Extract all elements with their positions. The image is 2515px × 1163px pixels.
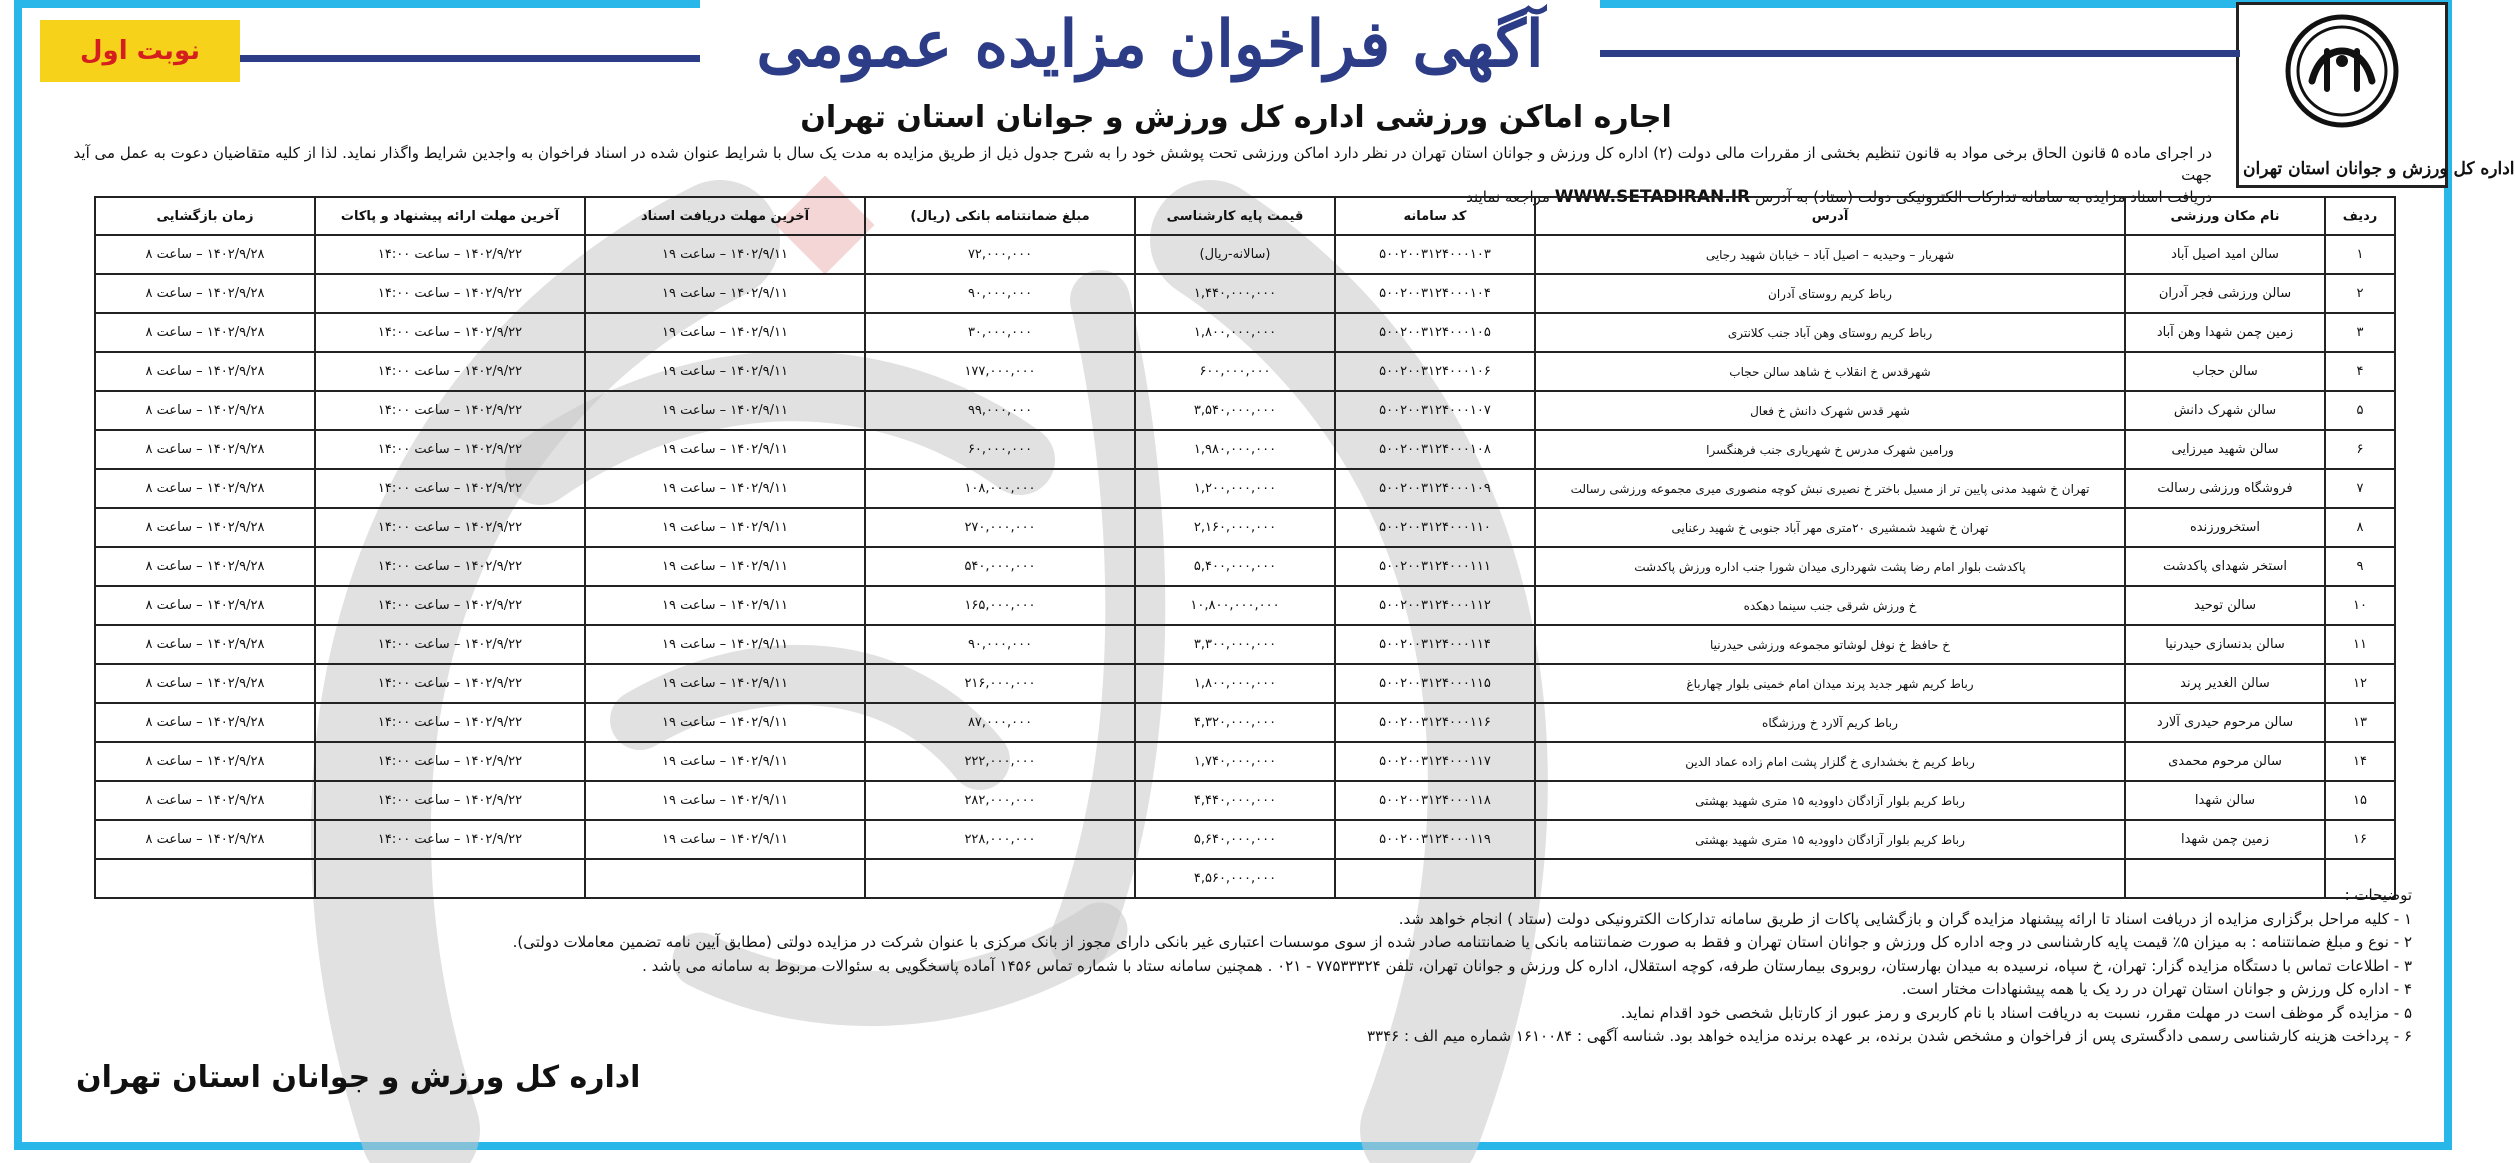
table-cell: سالن شهدا [2125,781,2325,820]
table-row [95,547,2395,586]
table-cell: ۱۴۰۲/۹/۱۱ – ساعت ۱۹ [585,703,865,742]
table-cell: ۴,۳۲۰,۰۰۰,۰۰۰ [1135,703,1335,742]
table-cell: ۲۲۲,۰۰۰,۰۰۰ [865,742,1135,781]
table-row [95,820,2395,859]
table-cell: ۱۴۰۲/۹/۱۱ – ساعت ۱۹ [585,781,865,820]
column-header: آخرین مهلت دریافت اسناد [585,197,865,235]
table-cell: ۱,۸۰۰,۰۰۰,۰۰۰ [1135,313,1335,352]
edition-badge: نوبت اول [40,20,240,82]
table-cell: ۱۶۵,۰۰۰,۰۰۰ [865,586,1135,625]
table-cell: ۱۴۰۲/۹/۲۲ – ساعت ۱۴:۰۰ [315,352,585,391]
table-cell: ۱۴۰۲/۹/۲۲ – ساعت ۱۴:۰۰ [315,313,585,352]
table-row [95,430,2395,469]
table-cell: ۵۰۰۲۰۰۳۱۲۴۰۰۰۱۰۷ [1335,391,1535,430]
note-item: ۵ - مزایده گر موظف است در مهلت مقرر، نسبت به دریافت اسناد با نام کاربری و رمز عبور از کارتابل شخصی خود اقدام نماید. [1620,1003,2412,1022]
table-cell: زمین چمن شهدا وهن آباد [2125,313,2325,352]
table-cell: ۵۰۰۲۰۰۳۱۲۴۰۰۰۱۰۳ [1335,235,1535,274]
table-row [95,742,2395,781]
table-header-row [95,197,2395,235]
table-cell: ۱۴۰۲/۹/۲۸ – ساعت ۸ [95,430,315,469]
table-cell: ۱۴۰۲/۹/۲۲ – ساعت ۱۴:۰۰ [315,547,585,586]
table-cell: ۴,۴۴۰,۰۰۰,۰۰۰ [1135,781,1335,820]
column-header: مبلغ ضمانتنامه بانکی (ریال) [865,197,1135,235]
table-cell: ۱۴۰۲/۹/۲۲ – ساعت ۱۴:۰۰ [315,586,585,625]
table-cell: ۱۱ [2325,625,2395,664]
table-cell: ۱۴۰۲/۹/۱۱ – ساعت ۱۹ [585,391,865,430]
table-cell: ۱۴۰۲/۹/۲۸ – ساعت ۸ [95,703,315,742]
auction-table [94,196,2396,899]
table-cell: ۱,۹۸۰,۰۰۰,۰۰۰ [1135,430,1335,469]
table-cell: ۵۴۰,۰۰۰,۰۰۰ [865,547,1135,586]
note-item: ۶ - پرداخت هزینه کارشناسی رسمی دادگستری پس از فراخوان و مشخص شدن برنده، بر عهده برنده مزایده خواهد بود. شناسه آگهی : ۱۶۱۰۰۸۴ شماره میم الف : ۳۳۴۶ [1366,1027,2412,1045]
table-cell: فروشگاه ورزشی رسالت [2125,469,2325,508]
table-cell: شهریار – وحیدیه – اصیل آباد – خیابان شهید رجایی [1535,235,2125,274]
table-cell: ۵۰۰۲۰۰۳۱۲۴۰۰۰۱۱۴ [1335,625,1535,664]
table-cell: ۱ [2325,235,2395,274]
table-cell: ۱۴۰۲/۹/۲۲ – ساعت ۱۴:۰۰ [315,781,585,820]
column-header: قیمت پایه کارشناسی [1135,197,1335,235]
table-cell: رباط کریم شهر جدید پرند میدان امام خمینی بلوار چهارباغ [1535,664,2125,703]
table-cell: ۱۴۰۲/۹/۲۲ – ساعت ۱۴:۰۰ [315,469,585,508]
table-row [95,625,2395,664]
table-cell: ۱۴۰۲/۹/۲۸ – ساعت ۸ [95,508,315,547]
table-cell: ۱۴۰۲/۹/۲۲ – ساعت ۱۴:۰۰ [315,391,585,430]
table-cell: ۱۰,۸۰۰,۰۰۰,۰۰۰ [1135,586,1335,625]
table-cell: رباط کریم خ بخشداری خ گلزار پشت امام زاده عماد الدین [1535,742,2125,781]
table-cell: ۵۰۰۲۰۰۳۱۲۴۰۰۰۱۱۷ [1335,742,1535,781]
note-item: ۲ - نوع و مبلغ ضمانتنامه : به میزان ۵٪ قیمت پایه کارشناسی در وجه اداره کل ورزش و جوانان استان تهران و فقط به صورت ضمانتنامه بانکی یا ضمانتنامه صادر شده از سوی موسسات اعتباری غیر بانکی دارای مجوز از بانک مرکزی با عنوان شرکت در مزایده دولتی (مطابق آیین نامه تضمین معاملات دولتی). [512,933,2412,951]
table-cell: ۱۴۰۲/۹/۱۱ – ساعت ۱۹ [585,352,865,391]
column-header: ردیف [2325,197,2395,235]
table-cell: سالن مرحوم محمدی [2125,742,2325,781]
table-cell: ۹۰,۰۰۰,۰۰۰ [865,274,1135,313]
total-value: ۴,۵۶۰,۰۰۰,۰۰۰ [1135,859,1335,898]
table-row [95,391,2395,430]
table-cell: ۱۶ [2325,820,2395,859]
table-cell: ۳ [2325,313,2395,352]
table-cell: ۱۴۰۲/۹/۲۸ – ساعت ۸ [95,352,315,391]
table-cell: سالن ورزشی فجر آدران [2125,274,2325,313]
table-cell: شهر قدس شهرک دانش خ فعال [1535,391,2125,430]
table-cell: سالن توحید [2125,586,2325,625]
table-cell: ۱۴۰۲/۹/۲۸ – ساعت ۸ [95,313,315,352]
table-cell: تهران خ شهید مدنی پایین تر از مسیل باختر خ نصیری نبش کوچه منصوری میری مجموعه ورزشی رسالت [1535,469,2125,508]
column-header: آخرین مهلت ارائه پیشنهاد و پاکات [315,197,585,235]
table-cell: رباط کریم بلوار آزادگان داوودیه ۱۵ متری شهید بهشتی [1535,820,2125,859]
table-cell: ۶ [2325,430,2395,469]
organization-logo [2236,2,2515,188]
table-cell: ۹۰,۰۰۰,۰۰۰ [865,625,1135,664]
table-cell: ۲,۱۶۰,۰۰۰,۰۰۰ [1135,508,1335,547]
table-cell: ۵۰۰۲۰۰۳۱۲۴۰۰۰۱۰۶ [1335,352,1535,391]
table-cell: ۵۰۰۲۰۰۳۱۲۴۰۰۰۱۰۵ [1335,313,1535,352]
table-cell: ۱۴۰۲/۹/۲۲ – ساعت ۱۴:۰۰ [315,508,585,547]
table-cell: تهران خ شهید شمشیری ۲۰متری مهر آباد جنوبی خ شهید رعنایی [1535,508,2125,547]
table-cell: پاکدشت بلوار امام رضا پشت شهرداری میدان شورا جنب اداره ورزش پاکدشت [1535,547,2125,586]
table-cell: ۵ [2325,391,2395,430]
table-cell: رباط کریم آلارد خ ورزشگاه [1535,703,2125,742]
table-cell: استخرورزنده [2125,508,2325,547]
table-cell: ۱۴۰۲/۹/۲۲ – ساعت ۱۴:۰۰ [315,664,585,703]
table-cell: ۸۷,۰۰۰,۰۰۰ [865,703,1135,742]
table-cell: ۵۰۰۲۰۰۳۱۲۴۰۰۰۱۰۹ [1335,469,1535,508]
table-cell: ۳,۳۰۰,۰۰۰,۰۰۰ [1135,625,1335,664]
table-cell: ۱۴۰۲/۹/۲۲ – ساعت ۱۴:۰۰ [315,742,585,781]
setadiran-link[interactable]: WWW.SETADIRAN.IR [1554,187,1751,207]
table-cell: رباط کریم روستای آدران [1535,274,2125,313]
table-cell: ۱۰ [2325,586,2395,625]
table-cell: ۵۰۰۲۰۰۳۱۲۴۰۰۰۱۰۴ [1335,274,1535,313]
table-cell: ۷۲,۰۰۰,۰۰۰ [865,235,1135,274]
table-cell: ۵۰۰۲۰۰۳۱۲۴۰۰۰۱۰۸ [1335,430,1535,469]
table-row [95,781,2395,820]
table-row [95,508,2395,547]
table-cell: ۱۴۰۲/۹/۲۲ – ساعت ۱۴:۰۰ [315,235,585,274]
table-cell: ۱۴۰۲/۹/۲۸ – ساعت ۸ [95,586,315,625]
table-cell: ۱۴۰۲/۹/۲۸ – ساعت ۸ [95,781,315,820]
column-header: آدرس [1535,197,2125,235]
table-cell: ۲۷۰,۰۰۰,۰۰۰ [865,508,1135,547]
page-title: آگهی فراخوان مزایده عمومی [700,0,1600,90]
table-cell: ۱۴ [2325,742,2395,781]
table-cell: شهرقدس خ انقلاب خ شاهد سالن حجاب [1535,352,2125,391]
table-cell: ۱۴۰۲/۹/۱۱ – ساعت ۱۹ [585,313,865,352]
table-cell: ۱۴۰۲/۹/۱۱ – ساعت ۱۹ [585,508,865,547]
table-cell: ۱۴۰۲/۹/۲۲ – ساعت ۱۴:۰۰ [315,274,585,313]
table-cell: ۱۴۰۲/۹/۱۱ – ساعت ۱۹ [585,235,865,274]
note-item: ۳ - اطلاعات تماس با دستگاه مزایده گزار: تهران، خ سپاه، نرسیده به میدان بهارستان، روبروی بیمارستان طرفه، کوچه استقلال، اداره کل ورزش و جوانان تهران، تلفن ۷۷۵۳۳۳۲۴ - ۰۲۱ . همچنین سامانه ستاد با شماره تماس ۱۴۵۶ آماده پاسخگویی به سئوالات مربوط به سامانه می باشد . [642,956,2412,975]
table-cell: ۱۴۰۲/۹/۱۱ – ساعت ۱۹ [585,664,865,703]
table-cell: ۶۰۰,۰۰۰,۰۰۰ [1135,352,1335,391]
table-cell: ۲۸۲,۰۰۰,۰۰۰ [865,781,1135,820]
tehran-emblem-icon [2282,11,2402,131]
table-cell: ۲۲۸,۰۰۰,۰۰۰ [865,820,1135,859]
table-cell: سالن حجاب [2125,352,2325,391]
table-cell: ۵۰۰۲۰۰۳۱۲۴۰۰۰۱۱۸ [1335,781,1535,820]
table-cell: ۱۴۰۲/۹/۲۲ – ساعت ۱۴:۰۰ [315,625,585,664]
table-cell: ۹۹,۰۰۰,۰۰۰ [865,391,1135,430]
footer-signature: اداره کل ورزش و جوانان استان تهران [76,1060,641,1095]
table-cell: ۱۴۰۲/۹/۲۸ – ساعت ۸ [95,664,315,703]
table-cell: ۱,۴۴۰,۰۰۰,۰۰۰ [1135,274,1335,313]
table-cell: سالن بدنسازی حیدرنیا [2125,625,2325,664]
column-header: کد سامانه [1335,197,1535,235]
column-header: نام مکان ورزشی [2125,197,2325,235]
table-row [95,469,2395,508]
table-cell: ۱۴۰۲/۹/۱۱ – ساعت ۱۹ [585,547,865,586]
table-cell: زمین چمن شهدا [2125,820,2325,859]
table-cell: خ حافظ خ نوفل لوشاتو مجموعه ورزشی حیدرنیا [1535,625,2125,664]
table-cell: ۱۴۰۲/۹/۱۱ – ساعت ۱۹ [585,430,865,469]
table-cell: سالن مرحوم حیدری آلارد [2125,703,2325,742]
table-cell: ۵۰۰۲۰۰۳۱۲۴۰۰۰۱۱۶ [1335,703,1535,742]
page-subtitle: اجاره اماکن ورزشی اداره کل ورزش و جوانان استان تهران [800,100,1672,135]
table-cell: ۱,۲۰۰,۰۰۰,۰۰۰ [1135,469,1335,508]
table-cell: سالن الغدیر پرند [2125,664,2325,703]
table-cell: استخر شهدای پاکدشت [2125,547,2325,586]
table-cell: ۱۴۰۲/۹/۲۲ – ساعت ۱۴:۰۰ [315,820,585,859]
table-cell: ۱۳ [2325,703,2395,742]
table-cell: سالن شهید میرزایی [2125,430,2325,469]
table-cell: ۸ [2325,508,2395,547]
table-cell: سالن شهرک دانش [2125,391,2325,430]
table-cell: ۴ [2325,352,2395,391]
table-cell: ۷ [2325,469,2395,508]
table-cell: ۱۴۰۲/۹/۱۱ – ساعت ۱۹ [585,742,865,781]
table-cell: ۱,۸۰۰,۰۰۰,۰۰۰ [1135,664,1335,703]
table-cell: ۵۰۰۲۰۰۳۱۲۴۰۰۰۱۱۹ [1335,820,1535,859]
table-row [95,352,2395,391]
table-cell: ۱۴۰۲/۹/۱۱ – ساعت ۱۹ [585,820,865,859]
table-cell: ۱۴۰۲/۹/۲۲ – ساعت ۱۴:۰۰ [315,703,585,742]
table-cell: ۱۵ [2325,781,2395,820]
table-cell: ۲۱۶,۰۰۰,۰۰۰ [865,664,1135,703]
table-cell: ۱۴۰۲/۹/۲۸ – ساعت ۸ [95,235,315,274]
table-cell: ۹ [2325,547,2395,586]
table-cell: ۱۴۰۲/۹/۱۱ – ساعت ۱۹ [585,469,865,508]
table-cell: خ ورزش شرقی جنب سینما دهکده [1535,586,2125,625]
table-cell: ۵۰۰۲۰۰۳۱۲۴۰۰۰۱۱۲ [1335,586,1535,625]
table-cell: ۳,۵۴۰,۰۰۰,۰۰۰ [1135,391,1335,430]
table-cell: ۵۰۰۲۰۰۳۱۲۴۰۰۰۱۱۱ [1335,547,1535,586]
table-cell: ورامین شهرک مدرس خ شهریاری جنب فرهنگسرا [1535,430,2125,469]
table-cell: ۱۷۷,۰۰۰,۰۰۰ [865,352,1135,391]
table-cell: ۱۴۰۲/۹/۲۸ – ساعت ۸ [95,274,315,313]
table-cell: ۱۴۰۲/۹/۱۱ – ساعت ۱۹ [585,274,865,313]
table-cell: ۱,۷۴۰,۰۰۰,۰۰۰ [1135,742,1335,781]
table-cell: ۳۰,۰۰۰,۰۰۰ [865,313,1135,352]
table-row [95,586,2395,625]
table-cell: ۱۴۰۲/۹/۲۸ – ساعت ۸ [95,391,315,430]
notes-section [80,884,2412,1049]
intro-line-1: در اجرای ماده ۵ قانون الحاق برخی مواد به قانون تنظیم بخشی از مقررات مالی دولت (۲) اداره کل ورزش و جوانان استان تهران در نظر دارد اماکن ورزشی تحت پوشش خود را به شرح جدول ذیل از طریق مزایده به مدت یک سال با شرایط عنوان شده در اسناد فراخوان به واجدین شرایط واگذار نماید. لذا از کلیه متقاضیان دعوت به عمل می آید جهت [73,144,2212,184]
table-row [95,313,2395,352]
intro-line-2-start: دریافت اسناد مزایده به سامانه تدارکات الکترونیکی دولت (ستاد) به آدرس [1754,188,2212,206]
intro-line-2-end: مراجعه نمایند [1466,188,1550,206]
table-row [95,703,2395,742]
column-header: زمان بازگشایی [95,197,315,235]
table-row [95,235,2395,274]
table-cell: ۵۰۰۲۰۰۳۱۲۴۰۰۰۱۱۰ [1335,508,1535,547]
table-cell: ۱۴۰۲/۹/۲۸ – ساعت ۸ [95,742,315,781]
table-cell: ۱۴۰۲/۹/۱۱ – ساعت ۱۹ [585,625,865,664]
table-cell: ۱۲ [2325,664,2395,703]
table-cell: ۱۴۰۲/۹/۲۸ – ساعت ۸ [95,625,315,664]
table-cell: ۱۴۰۲/۹/۲۲ – ساعت ۱۴:۰۰ [315,430,585,469]
table-cell: ۱۴۰۲/۹/۲۸ – ساعت ۸ [95,547,315,586]
table-cell: ۵,۶۴۰,۰۰۰,۰۰۰ [1135,820,1335,859]
table-cell: (سالانه-ریال) [1135,235,1335,274]
table-cell: ۱۰۸,۰۰۰,۰۰۰ [865,469,1135,508]
table-cell: ۲ [2325,274,2395,313]
table-row [95,664,2395,703]
table-cell: ۱۴۰۲/۹/۲۸ – ساعت ۸ [95,469,315,508]
table-row [95,274,2395,313]
table-cell: رباط کریم روستای وهن آباد جنب کلانتری [1535,313,2125,352]
logo-caption: اداره کل ورزش و جوانان استان تهران [2243,159,2515,179]
notes-heading: توضیحات : [2344,886,2412,904]
table-cell: رباط کریم بلوار آزادگان داوودیه ۱۵ متری شهید بهشتی [1535,781,2125,820]
note-item: ۴ - اداره کل ورزش و جوانان استان تهران در رد یک یا همه پیشنهادات مختار است. [1901,980,2412,998]
table-cell: ۱۴۰۲/۹/۱۱ – ساعت ۱۹ [585,586,865,625]
table-cell: ۱۴۰۲/۹/۲۸ – ساعت ۸ [95,820,315,859]
table-cell: سالن امید اصیل آباد [2125,235,2325,274]
table-cell: ۶۰,۰۰۰,۰۰۰ [865,430,1135,469]
table-cell: ۵,۴۰۰,۰۰۰,۰۰۰ [1135,547,1335,586]
note-item: ۱ - کلیه مراحل برگزاری مزایده از دریافت اسناد تا ارائه پیشنهاد مزایده گران و بازگشایی پاکات از طریق سامانه تدارکات الکترونیکی دولت (ستاد ) انجام خواهد شد. [1398,909,2412,928]
table-cell: ۵۰۰۲۰۰۳۱۲۴۰۰۰۱۱۵ [1335,664,1535,703]
